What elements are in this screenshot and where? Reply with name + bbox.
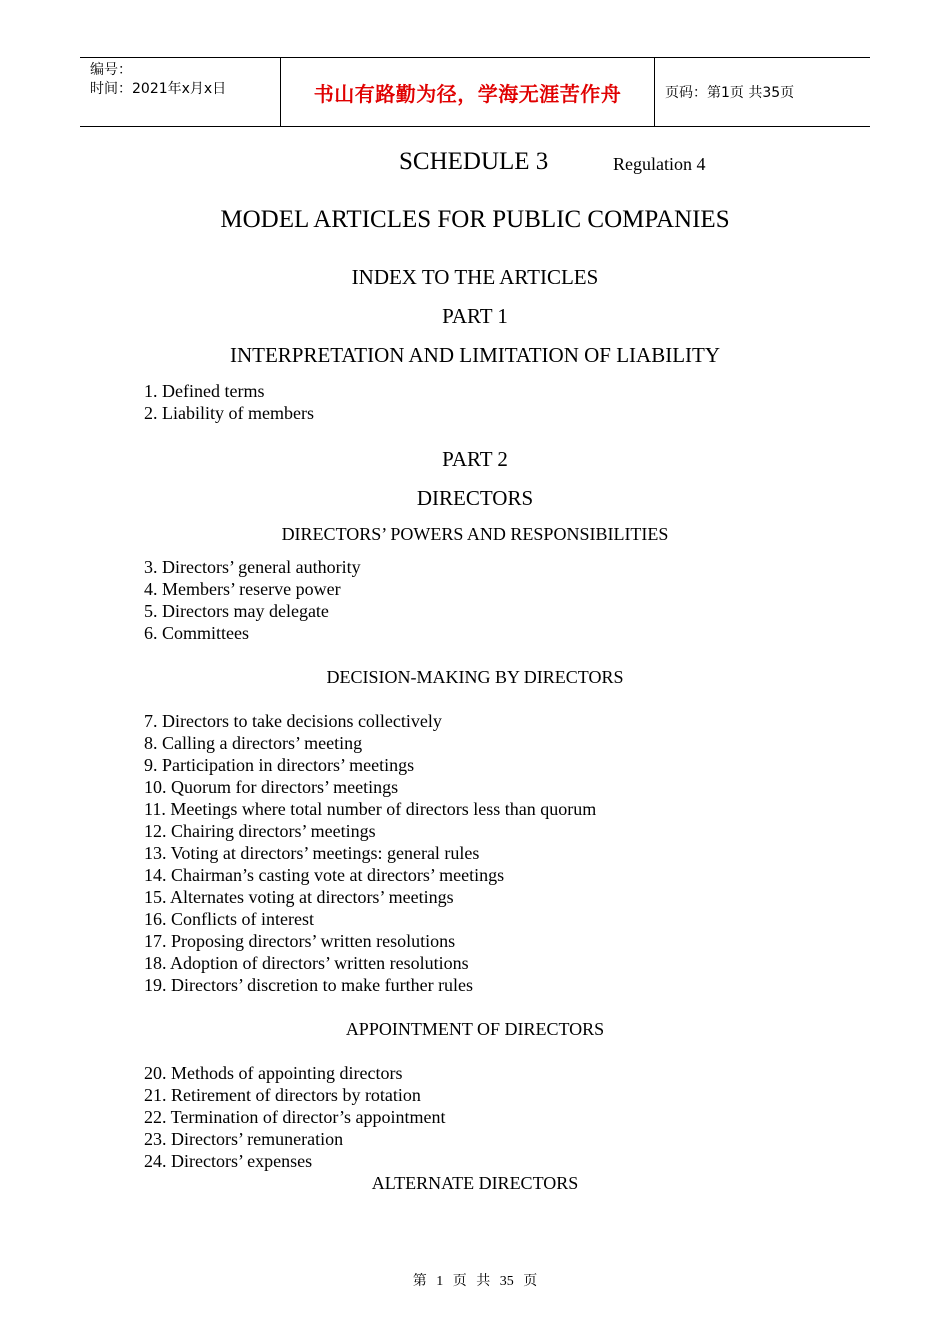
document-date-label: 时间：2021年x月x日 [90, 81, 227, 97]
header-meta-cell [80, 58, 281, 126]
regulation-reference: Regulation 4 [613, 154, 706, 174]
header-motto: 书山有路勤为径，学海无涯苦作舟 [313, 81, 622, 106]
article-list-item: 23. Directors’ remuneration [144, 1129, 344, 1149]
part-1-article-list [144, 380, 314, 424]
article-list-item: 9. Participation in directors’ meetings [144, 755, 415, 775]
header-page-cell [655, 58, 870, 126]
article-list-item: 15. Alternates voting at directors’ meetings [144, 887, 454, 907]
page-header [80, 57, 870, 127]
article-list-item: 13. Voting at directors’ meetings: general rules [144, 843, 480, 863]
schedule-title: SCHEDULE 3 [399, 148, 549, 175]
part-2-heading: DIRECTORS [416, 486, 534, 510]
section-heading-appointment: APPOINTMENT OF DIRECTORS [345, 1019, 605, 1039]
appointment-article-list [144, 1062, 446, 1172]
article-list-item: 3. Directors’ general authority [144, 557, 361, 577]
article-list-item: 21. Retirement of directors by rotation [144, 1085, 421, 1105]
header-page-info: 页码：第1页 共35页 [665, 85, 795, 101]
document-number-label: 编号： [90, 62, 132, 78]
article-list-item: 10. Quorum for directors’ meetings [144, 777, 399, 797]
article-list-item: 17. Proposing directors’ written resolutions [144, 931, 456, 951]
page-footer: 第 1 页 共 35 页 [412, 1274, 538, 1289]
article-list-item: 1. Defined terms [144, 381, 265, 401]
part-1-heading: INTERPRETATION AND LIMITATION OF LIABILITY [229, 343, 721, 367]
section-heading-alternate-directors: ALTERNATE DIRECTORS [371, 1173, 579, 1193]
section-heading-decision-making: DECISION-MAKING BY DIRECTORS [326, 667, 624, 687]
article-list-item: 20. Methods of appointing directors [144, 1063, 403, 1083]
decision-making-article-list [144, 710, 596, 996]
index-title: INDEX TO THE ARTICLES [351, 265, 599, 289]
header-motto-cell [281, 58, 655, 126]
article-list-item: 4. Members’ reserve power [144, 579, 341, 599]
article-list-item: 7. Directors to take decisions collectively [144, 711, 442, 731]
powers-article-list [144, 556, 361, 644]
part-1-label: PART 1 [442, 304, 508, 328]
article-list-item: 5. Directors may delegate [144, 601, 329, 621]
article-list-item: 14. Chairman’s casting vote at directors’ meetings [144, 865, 505, 885]
section-heading-powers: DIRECTORS’ POWERS AND RESPONSIBILITIES [281, 524, 669, 544]
article-list-item: 16. Conflicts of interest [144, 909, 314, 929]
article-list-item: 12. Chairing directors’ meetings [144, 821, 376, 841]
article-list-item: 2. Liability of members [144, 403, 314, 423]
article-list-item: 22. Termination of director’s appointment [144, 1107, 446, 1127]
article-list-item: 6. Committees [144, 623, 249, 643]
part-2-label: PART 2 [442, 447, 508, 471]
document-title: MODEL ARTICLES FOR PUBLIC COMPANIES [220, 206, 730, 233]
article-list-item: 24. Directors’ expenses [144, 1151, 313, 1171]
article-list-item: 18. Adoption of directors’ written resolutions [144, 953, 469, 973]
article-list-item: 8. Calling a directors’ meeting [144, 733, 363, 753]
article-list-item: 19. Directors’ discretion to make further rules [144, 975, 474, 995]
article-list-item: 11. Meetings where total number of directors less than quorum [144, 799, 597, 819]
